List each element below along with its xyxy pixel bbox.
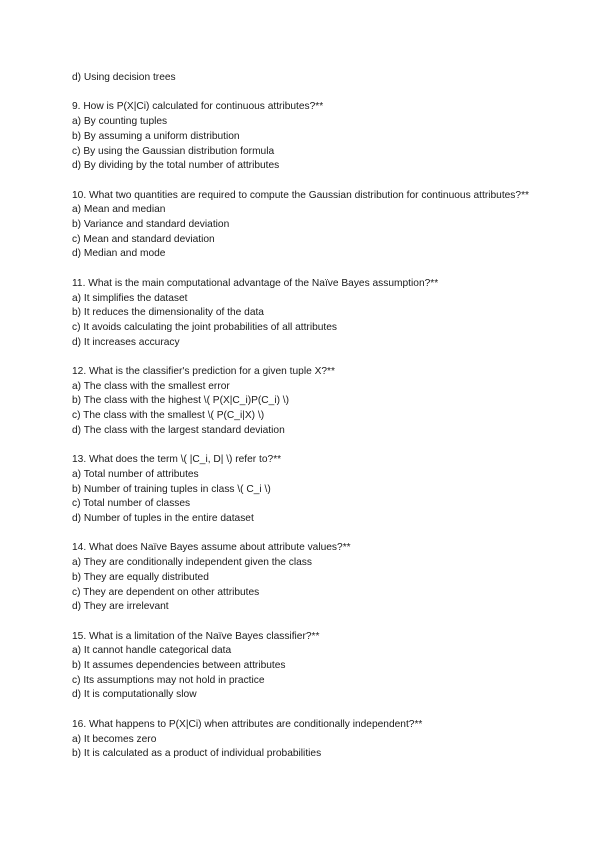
answer-option: c) Mean and standard deviation: [72, 233, 215, 245]
answer-option: c) Total number of classes: [72, 498, 191, 510]
answer-option: a) The class with the smallest error: [72, 380, 230, 392]
spacer: [72, 174, 540, 189]
lead-option: d) Using decision trees: [72, 72, 176, 83]
answer-option: b) It assumes dependencies between attributes: [72, 660, 286, 672]
question-block: [72, 541, 540, 615]
question-text: 10. What two quantities are required to compute the Gaussian distribution for continuous attributes?**: [72, 189, 529, 201]
answer-option: a) Mean and median: [72, 204, 166, 216]
question-text: 14. What does Naïve Bayes assume about attribute values?**: [72, 542, 351, 554]
answer-option: d) Number of tuples in the entire dataset: [72, 513, 254, 525]
spacer: [72, 615, 540, 630]
spacer: [72, 86, 540, 101]
answer-option: a) By counting tuples: [72, 116, 168, 128]
answer-option: b) They are equally distributed: [72, 571, 209, 583]
answer-option: a) It simplifies the dataset: [72, 292, 188, 304]
page-content: [72, 71, 540, 762]
answer-option: d) It increases accuracy: [72, 336, 180, 348]
answer-option: d) It is computationally slow: [72, 689, 197, 701]
answer-option: c) The class with the smallest \( P(C_i|X) \): [72, 410, 265, 422]
answer-option: c) By using the Gaussian distribution formula: [72, 145, 275, 157]
question-text: 15. What is a limitation of the Naïve Bayes classifier?**: [72, 630, 320, 642]
answer-option: b) Number of training tuples in class \( C_i \): [72, 483, 271, 495]
spacer: [72, 527, 540, 542]
question-block: [72, 718, 540, 762]
answer-option: c) It avoids calculating the joint probabilities of all attributes: [72, 321, 338, 333]
question-text: 9. How is P(X|Ci) calculated for continuous attributes?**: [72, 101, 324, 113]
question-block: [72, 100, 540, 174]
answer-option: b) The class with the highest \( P(X|C_i)P(C_i) \): [72, 395, 290, 407]
answer-option: d) Median and mode: [72, 248, 166, 260]
question-block: [72, 630, 540, 704]
spacer: [72, 262, 540, 277]
answer-option: c) They are dependent on other attributes: [72, 586, 260, 598]
answer-option: d) The class with the largest standard deviation: [72, 424, 285, 436]
question-list: [72, 100, 540, 762]
spacer: [72, 703, 540, 718]
answer-option: b) Variance and standard deviation: [72, 219, 230, 230]
question-text: 11. What is the main computational advantage of the Naïve Bayes assumption?**: [72, 277, 439, 289]
question-text: 16. What happens to P(X|Ci) when attributes are conditionally independent?**: [72, 718, 423, 730]
answer-option: d) By dividing by the total number of attributes: [72, 160, 280, 172]
answer-option: b) It reduces the dimensionality of the data: [72, 307, 264, 319]
answer-option: a) It cannot handle categorical data: [72, 645, 232, 657]
answer-option: b) It is calculated as a product of individual probabilities: [72, 748, 322, 760]
answer-option: b) By assuming a uniform distribution: [72, 130, 240, 142]
question-block: [72, 453, 540, 527]
question-block: [72, 277, 540, 351]
question-block: [72, 189, 540, 263]
answer-option: a) It becomes zero: [72, 733, 157, 745]
answer-option: c) Its assumptions may not hold in practice: [72, 674, 265, 686]
question-text: 13. What does the term \( |C_i, D| \) refer to?**: [72, 454, 282, 466]
answer-option: d) They are irrelevant: [72, 601, 169, 613]
question-block: [72, 365, 540, 439]
question-text: 12. What is the classifier's prediction for a given tuple X?**: [72, 366, 335, 377]
spacer: [72, 439, 540, 454]
spacer: [72, 350, 540, 365]
answer-option: a) They are conditionally independent given the class: [72, 557, 312, 569]
answer-option: a) Total number of attributes: [72, 468, 199, 480]
